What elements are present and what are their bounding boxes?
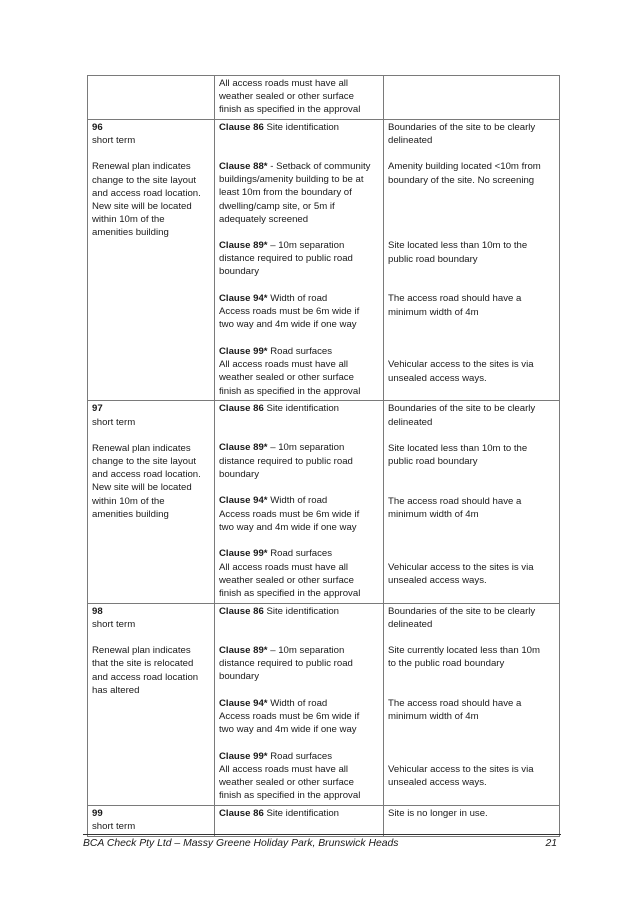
spacer xyxy=(92,147,211,160)
clause-text: Road surfaces xyxy=(270,346,333,358)
compliance-table xyxy=(87,75,560,837)
clause-line xyxy=(219,789,380,802)
site-cell xyxy=(88,806,215,836)
footer-title: BCA Check Pty Ltd – Massy Greene Holiday Park, Brunswick Heads xyxy=(83,838,399,849)
finding-line: The access road should have a xyxy=(388,698,522,710)
spacer xyxy=(388,345,556,358)
clause-text: distance required to public road xyxy=(219,253,353,265)
clause-ref: Clause 99* xyxy=(219,548,268,560)
clause-text: boundary xyxy=(219,671,260,683)
clause-block xyxy=(219,807,380,820)
table-row xyxy=(88,603,560,805)
clause-block xyxy=(219,77,380,117)
site-note-line: amenities building xyxy=(92,508,169,520)
finding-line: minimum width of 4m xyxy=(388,509,479,521)
site-note-line: New site will be located xyxy=(92,201,192,213)
site-note-line: within 10m of the xyxy=(92,495,165,507)
finding-line: unsealed access ways. xyxy=(388,777,487,789)
clause-text: Width of road xyxy=(270,697,328,709)
clause-text: – 10m separation xyxy=(270,442,345,454)
finding-block xyxy=(388,697,556,737)
site-note-line: New site will be located xyxy=(92,482,192,494)
clause-text: weather sealed or other surface xyxy=(219,777,354,789)
finding-line: minimum width of 4m xyxy=(388,711,479,723)
clause-text: least 10m from the boundary of xyxy=(219,187,352,199)
clause-line xyxy=(219,547,380,560)
clause-text: Access roads must be 6m wide if xyxy=(219,508,360,520)
finding-line: Boundaries of the site to be clearly xyxy=(388,122,536,133)
clause-text: Access roads must be 6m wide if xyxy=(219,711,360,723)
clause-block xyxy=(219,292,380,332)
finding-block xyxy=(388,644,556,684)
clause-ref: Clause 89* xyxy=(219,240,268,252)
clause-line xyxy=(219,574,380,587)
clause-cell xyxy=(215,401,384,603)
clause-block xyxy=(219,750,380,803)
finding-block xyxy=(388,495,556,535)
clause-line xyxy=(219,318,380,331)
clause-line xyxy=(219,807,380,820)
clause-line xyxy=(219,657,380,670)
spacer xyxy=(388,750,556,763)
finding-line: unsealed access ways. xyxy=(388,372,487,384)
finding-cell xyxy=(384,76,560,120)
clause-text: Access roads must be 6m wide if xyxy=(219,306,360,318)
clause-line xyxy=(219,371,380,384)
finding-line: Vehicular access to the sites is via xyxy=(388,359,534,371)
finding-block xyxy=(388,345,556,398)
finding-block xyxy=(388,121,556,147)
finding-cell xyxy=(384,401,560,603)
spacer xyxy=(92,631,211,644)
site-note-line: and access road location xyxy=(92,671,199,683)
clause-block xyxy=(219,697,380,737)
page-number: 21 xyxy=(545,838,557,849)
finding-line: The access road should have a xyxy=(388,495,522,507)
table-row xyxy=(88,401,560,603)
footer-divider xyxy=(83,834,561,835)
clause-block xyxy=(219,402,380,428)
clause-line xyxy=(219,402,380,415)
clause-ref: Clause 99* xyxy=(219,346,268,358)
clause-line xyxy=(219,697,380,710)
finding-line: public road boundary xyxy=(388,253,478,265)
site-cell xyxy=(88,76,215,120)
finding-line: Boundaries of the site to be clearly xyxy=(388,605,536,617)
table-row xyxy=(88,120,560,401)
clause-block xyxy=(219,547,380,600)
site-note-line: has altered xyxy=(92,684,140,696)
clause-text: weather sealed or other surface xyxy=(219,91,354,103)
clause-text: All access roads must have all xyxy=(219,359,349,371)
site-note-line: that the site is relocated xyxy=(92,658,194,670)
clause-text: weather sealed or other surface xyxy=(219,372,354,384)
clause-line xyxy=(219,292,380,305)
clause-line xyxy=(219,605,380,618)
clause-ref: Clause 94* xyxy=(219,293,268,305)
clause-text: All access roads must have all xyxy=(219,78,349,89)
clause-ref: Clause 94* xyxy=(219,697,268,709)
site-number: 99 xyxy=(92,808,103,820)
site-term: short term xyxy=(92,416,136,428)
clause-line xyxy=(219,252,380,265)
clause-text: Width of road xyxy=(270,495,328,507)
clause-block xyxy=(219,494,380,534)
finding-block xyxy=(388,77,556,117)
finding-line: delineated xyxy=(388,619,433,631)
clause-text: Road surfaces xyxy=(270,750,333,762)
table-row xyxy=(88,76,560,120)
clause-block xyxy=(219,605,380,631)
finding-line: to the public road boundary xyxy=(388,658,505,670)
clause-text: Width of road xyxy=(270,293,328,305)
site-cell xyxy=(88,603,215,805)
clause-line xyxy=(219,77,380,90)
clause-text: finish as specified in the approval xyxy=(219,790,361,802)
clause-line xyxy=(219,494,380,507)
clause-text: boundary xyxy=(219,266,260,278)
clause-line xyxy=(219,763,380,776)
finding-cell xyxy=(384,120,560,401)
clause-line xyxy=(219,345,380,358)
clause-ref: Clause 86 xyxy=(219,403,264,415)
finding-line: Amenity building located <10m from xyxy=(388,161,541,173)
finding-line: Boundaries of the site to be clearly xyxy=(388,403,536,415)
finding-block xyxy=(388,402,556,428)
finding-line: public road boundary xyxy=(388,456,478,468)
clause-text: distance required to public road xyxy=(219,455,353,467)
site-note-line: within 10m of the xyxy=(92,214,165,226)
clause-cell xyxy=(215,806,384,836)
clause-line xyxy=(219,455,380,468)
clause-block xyxy=(219,121,380,147)
finding-line: Site is no longer in use. xyxy=(388,808,488,820)
clause-text: finish as specified in the approval xyxy=(219,385,361,397)
clause-line xyxy=(219,121,380,134)
clause-line xyxy=(219,160,380,173)
clause-line xyxy=(219,723,380,736)
clause-line xyxy=(219,750,380,763)
clause-line xyxy=(219,776,380,789)
clause-cell xyxy=(215,120,384,401)
clause-cell xyxy=(215,603,384,805)
clause-line xyxy=(219,710,380,723)
clause-text: adequately screened xyxy=(219,213,309,225)
finding-block xyxy=(388,750,556,803)
finding-cell xyxy=(384,806,560,836)
clause-text: – 10m separation xyxy=(270,240,345,252)
site-cell xyxy=(88,120,215,401)
site-note-line: and access road location. xyxy=(92,187,201,199)
site-term: short term xyxy=(92,821,136,833)
clause-line xyxy=(219,441,380,454)
clause-line xyxy=(219,239,380,252)
site-cell xyxy=(88,401,215,603)
clause-block xyxy=(219,345,380,398)
clause-text: buildings/amenity building to be at xyxy=(219,174,364,186)
finding-line: Site located less than 10m to the xyxy=(388,240,528,252)
clause-text: two way and 4m wide if one way xyxy=(219,319,357,331)
clause-text: Site identification xyxy=(266,605,340,617)
clause-block xyxy=(219,644,380,684)
clause-ref: Clause 86 xyxy=(219,605,264,617)
finding-line: Site currently located less than 10m xyxy=(388,645,540,657)
finding-line: boundary of the site. No screening xyxy=(388,174,535,186)
site-term: short term xyxy=(92,619,136,631)
clause-line xyxy=(219,200,380,213)
finding-line: Site located less than 10m to the xyxy=(388,442,528,454)
clause-line xyxy=(219,90,380,103)
site-note-line: change to the site layout xyxy=(92,456,197,468)
clause-text: dwelling/camp site, or 5m if xyxy=(219,200,335,212)
finding-line: The access road should have a xyxy=(388,293,522,305)
clause-ref: Clause 89* xyxy=(219,644,268,656)
finding-cell xyxy=(384,603,560,805)
spacer xyxy=(388,548,556,561)
spacer xyxy=(92,429,211,442)
finding-line: delineated xyxy=(388,416,433,428)
clause-text: distance required to public road xyxy=(219,658,353,670)
table-row xyxy=(88,806,560,836)
clause-line xyxy=(219,385,380,398)
clause-text: All access roads must have all xyxy=(219,561,349,573)
finding-line: minimum width of 4m xyxy=(388,306,479,318)
clause-block xyxy=(219,160,380,226)
clause-line xyxy=(219,173,380,186)
finding-block xyxy=(388,160,556,226)
clause-line xyxy=(219,521,380,534)
clause-ref: Clause 88* xyxy=(219,161,268,172)
clause-cell xyxy=(215,76,384,120)
finding-block xyxy=(388,605,556,631)
finding-block xyxy=(388,442,556,482)
site-number: 96 xyxy=(92,122,103,133)
finding-line: delineated xyxy=(388,135,433,147)
site-term: short term xyxy=(92,135,136,147)
clause-line xyxy=(219,103,380,116)
clause-ref: Clause 99* xyxy=(219,750,268,762)
clause-text: two way and 4m wide if one way xyxy=(219,521,357,533)
clause-block xyxy=(219,239,380,279)
clause-text: Site identification xyxy=(266,808,340,820)
clause-text: – 10m separation xyxy=(270,644,345,656)
site-number: 97 xyxy=(92,403,103,415)
clause-line xyxy=(219,670,380,683)
clause-text: Site identification xyxy=(266,403,340,415)
site-number: 98 xyxy=(92,605,103,617)
clause-text: finish as specified in the approval xyxy=(219,588,361,600)
clause-ref: Clause 94* xyxy=(219,495,268,507)
finding-line: Vehicular access to the sites is via xyxy=(388,561,534,573)
finding-block xyxy=(388,292,556,332)
clause-text: finish as specified in the approval xyxy=(219,104,361,116)
clause-line xyxy=(219,305,380,318)
finding-block xyxy=(388,807,556,820)
site-note-line: amenities building xyxy=(92,227,169,239)
site-note-line: change to the site layout xyxy=(92,174,197,186)
site-note-line: Renewal plan indicates xyxy=(92,442,191,454)
clause-line xyxy=(219,213,380,226)
clause-text: boundary xyxy=(219,468,260,480)
clause-line xyxy=(219,587,380,600)
clause-text: weather sealed or other surface xyxy=(219,574,354,586)
clause-line xyxy=(219,265,380,278)
clause-block xyxy=(219,441,380,481)
site-note-line: and access road location. xyxy=(92,469,201,481)
finding-block xyxy=(388,239,556,279)
finding-line: Vehicular access to the sites is via xyxy=(388,764,534,776)
clause-ref: Clause 89* xyxy=(219,442,268,454)
site-note-line: Renewal plan indicates xyxy=(92,161,191,173)
clause-ref: Clause 86 xyxy=(219,808,264,820)
clause-line xyxy=(219,508,380,521)
finding-block xyxy=(388,548,556,601)
clause-line xyxy=(219,186,380,199)
clause-ref: Clause 86 xyxy=(219,122,264,133)
clause-line xyxy=(219,561,380,574)
clause-line xyxy=(219,468,380,481)
clause-text: - Setback of community xyxy=(270,161,371,172)
table-body xyxy=(88,76,560,837)
clause-text: Site identification xyxy=(266,122,340,133)
clause-text: Road surfaces xyxy=(270,548,333,560)
clause-text: two way and 4m wide if one way xyxy=(219,724,357,736)
site-note-line: Renewal plan indicates xyxy=(92,645,191,657)
finding-line: unsealed access ways. xyxy=(388,575,487,587)
clause-line xyxy=(219,644,380,657)
clause-line xyxy=(219,358,380,371)
clause-text: All access roads must have all xyxy=(219,764,349,776)
